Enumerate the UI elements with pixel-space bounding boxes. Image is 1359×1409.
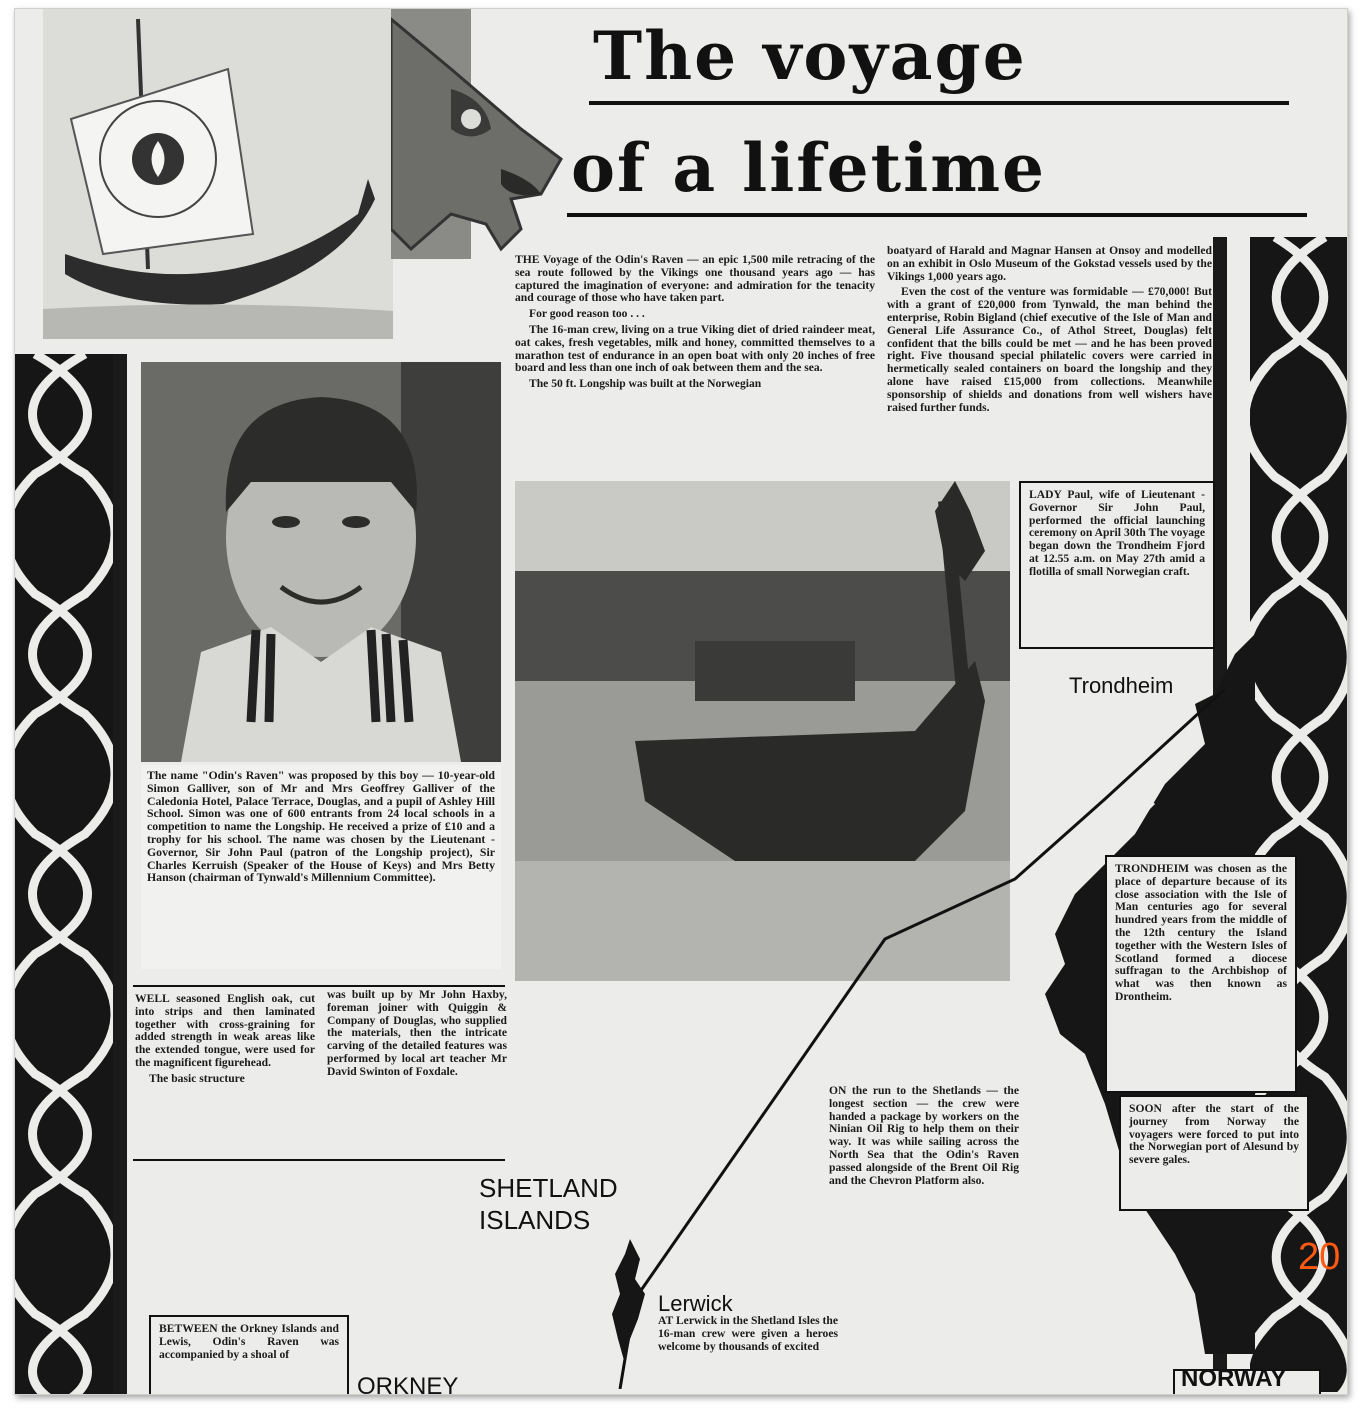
voyage-route-line: [605, 689, 1245, 1389]
left-border-edge: [113, 354, 127, 1394]
shetlands-paragraph: ON the run to the Shetlands — the longest section — the crew were handed a package by workers on the Ninian Oil Rig to help them on their way. It was while sailing across the North Sea that the Odin's Raven passed alongside of the Brent Oil Rig and the Chevron Platform also.: [829, 1084, 1019, 1187]
dragon-figurehead-photo: [391, 9, 591, 259]
oak-section-rule-top: [133, 985, 505, 987]
orkney-label: ORKNEY: [357, 1373, 459, 1395]
intro-paragraph-5: boatyard of Harald and Magnar Hansen at Onsoy and modelled on an exhibit in Oslo Museum of the Gokstad vessels used by the Vikings 1,000 years ago.: [887, 244, 1212, 283]
boy-photo-caption: The name "Odin's Raven" was proposed by this boy — 10-year-old Simon Galliver, son of Mr and Mrs Geoffrey Galliver of the Caledonia Hotel, Palace Terrace, Douglas, and a pupil of Ashley Hill School. Simon was one of 600 entrants from 24 local schools in a competition to name the Longship. He received a prize of £10 and a trophy for his school. The name was chosen by the Lieutenant - Governor, Sir John Paul (patron of the Longship project), Sir Charles Kerruish (Speaker of the House of Keys) and Mrs Betty Hanson (chairman of Tynwald's Millennium Committee).: [141, 765, 501, 969]
shetland-label-line-2: ISLANDS: [479, 1205, 591, 1235]
intro-paragraph-1: THE Voyage of the Odin's Raven — an epic 1,500 mile retracing of the sea route followed by the Vikings one thousand years ago — has captured the imagination of everyone: and admiration for the tenacity and courage of those who have taken part.: [515, 253, 875, 305]
knotwork-pattern-left: [15, 354, 125, 1394]
shetland-islands-map: [600, 1239, 660, 1369]
intro-column-left: [515, 254, 875, 394]
headline-line-1: The voyage: [593, 17, 1027, 95]
longship-sail-photo: [43, 9, 393, 339]
headline-underline-2: [567, 213, 1307, 217]
lerwick-label: Lerwick: [658, 1291, 733, 1316]
knotwork-pattern-right: [1250, 237, 1347, 1392]
oak-column-left: [135, 993, 315, 1089]
norway-label-box: [1173, 1365, 1321, 1395]
oak-column-right: [327, 989, 507, 1082]
shetland-label-line-1: SHETLAND: [479, 1173, 618, 1203]
norway-label: NORWAY: [1181, 1365, 1287, 1392]
oak-paragraph-2: The basic structure: [149, 1071, 245, 1085]
celtic-knot-border-left: [15, 354, 125, 1394]
camera-date-stamp: 20: [1298, 1236, 1341, 1278]
boy-portrait: [141, 362, 501, 762]
dragon-head-illustration: [391, 9, 591, 259]
oak-section-rule-bottom: [133, 1159, 505, 1161]
oak-paragraph-3: was built up by Mr John Haxby, foreman joiner with Quiggin & Company of Douglas, who supplied the materials, then the intricate carving of the detailed features was performed by local art teacher Mr David Swinton of Foxdale.: [327, 988, 507, 1078]
trondheim-label: Trondheim: [1069, 673, 1174, 698]
shetlands-column: [829, 1085, 1019, 1190]
headline-line-2: of a lifetime: [571, 129, 1047, 207]
between-orkney-box: BETWEEN the Orkney Islands and Lewis, Odin's Raven was accompanied by a shoal of: [149, 1315, 349, 1395]
lerwick-paragraph: AT Lerwick in the Shetland Isles the 16-man crew were given a heroes welcome by thousands of excited: [658, 1314, 838, 1353]
simon-galliver-photo: [141, 362, 501, 762]
celtic-knot-border-right: [1250, 237, 1347, 1392]
intro-column-right: [887, 245, 1212, 417]
intro-paragraph-6: Even the cost of the venture was formidable — £70,000! But with a grant of £20,000 from Tynwald, the man behind the enterprise, Robin Bigland (chief executive of the Isle of Man and General Life Assurance Co., of Athol Street, Douglas) felt confident that the bills could be met — and he has been proved right. Five thousand special philatelic covers were carried in hermetically sealed containers on board the longship and they alone have raised £15,000 from collections. Meanwhile sponsorship of shields and donations from well wishers have raised further funds.: [887, 285, 1212, 414]
trondheim-info-box: TRONDHEIM was chosen as the place of departure because of its close association with the Isle of Man centuries ago for several hundred years from the middle of the 12th century the Island together with the Western Isles of Scotland formed a diocese suffragan to the Archbishop of what was then known as Drontheim.: [1105, 855, 1297, 1093]
lady-paul-box: LADY Paul, wife of Lieutenant - Governor Sir John Paul, performed the official launching ceremony on April 30th The voyage began down the Trondheim Fjord at 12.55 a.m. on May 27th amid a flotilla of small Norwegian craft.: [1019, 481, 1215, 649]
oak-paragraph-1: WELL seasoned English oak, cut into strips and then laminated together with cross-graining for added strength in weak areas like the extended tongue, were used for the magnificent figurehead.: [135, 992, 315, 1069]
newspaper-page: [14, 8, 1348, 1395]
intro-paragraph-4: The 50 ft. Longship was built at the Norwegian: [529, 377, 762, 391]
intro-paragraph-2: For good reason too . . .: [529, 307, 645, 321]
longship-sail-illustration: [43, 9, 393, 339]
lerwick-column: [658, 1315, 838, 1356]
alesund-gales-box: SOON after the start of the journey from Norway the voyagers were forced to put into the Norwegian port of Alesund by severe gales.: [1119, 1095, 1309, 1211]
headline-underline-1: [589, 101, 1289, 105]
intro-paragraph-3: The 16-man crew, living on a true Viking diet of dried raindeer meat, oat cakes, fresh vegetables, milk and honey, committed themselves to a marathon test of endurance in an open boat with only 20 inches of free board and less than one inch of oak between them and the sea.: [515, 322, 875, 375]
